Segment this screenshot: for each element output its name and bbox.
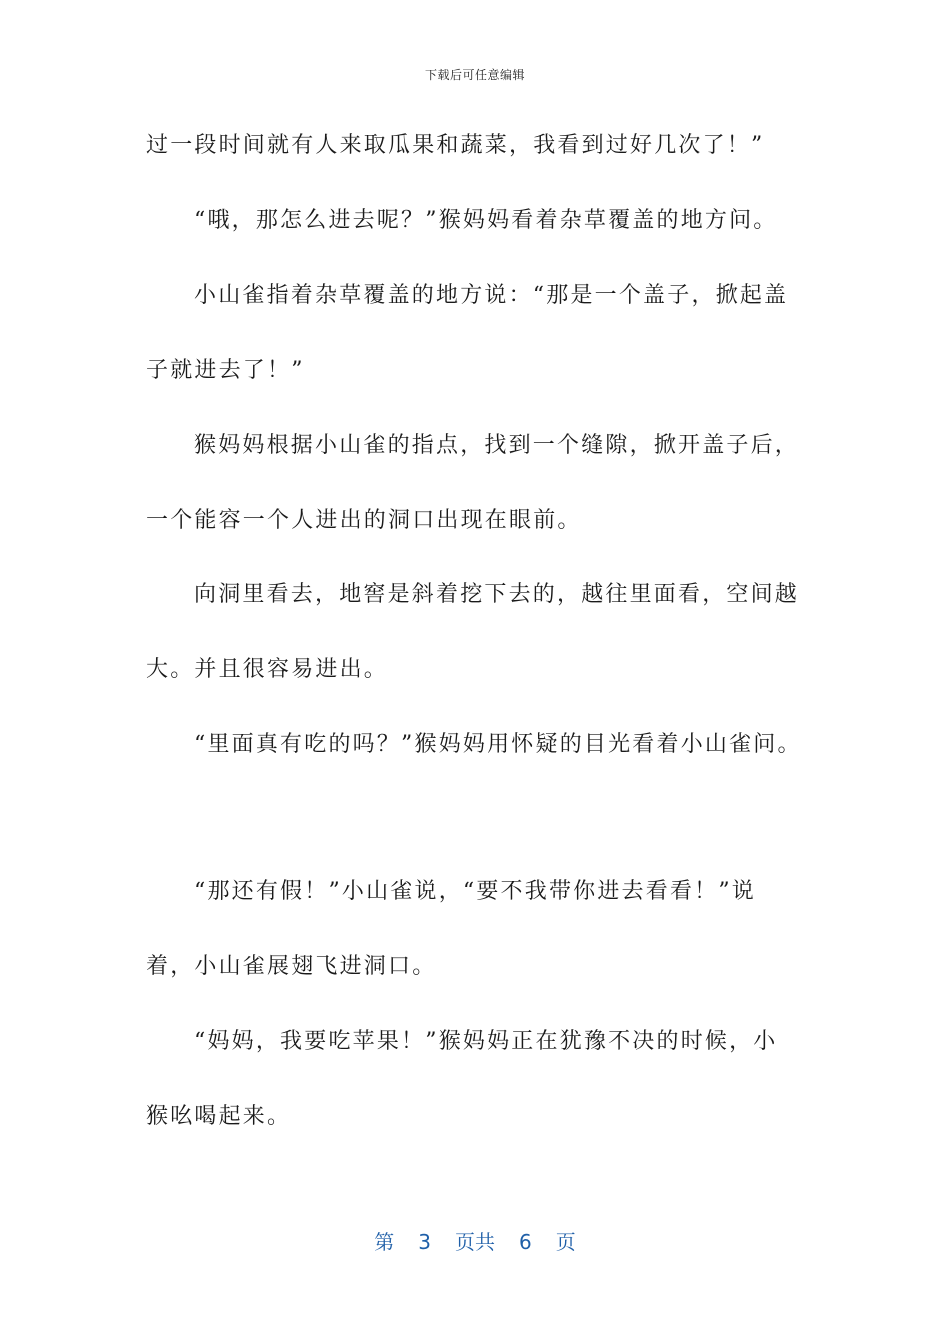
footer-page-number: 3 — [418, 1230, 431, 1254]
text-line: 一个能容一个人进出的洞口出现在眼前。 — [146, 508, 582, 533]
text-line: “里面真有吃的吗？”猴妈妈用怀疑的目光看着小山雀问。 — [194, 732, 802, 757]
text-line: 过一段时间就有人来取瓜果和蔬菜，我看到过好几次了！” — [146, 133, 765, 158]
text-line: 小山雀指着杂草覆盖的地方说：“那是一个盖子，掀起盖 — [194, 283, 789, 308]
text-line: 猴妈妈根据小山雀的指点，找到一个缝隙，掀开盖子后， — [194, 433, 800, 458]
text-line: 子就进去了！” — [146, 358, 305, 383]
footer-page-mid: 页共 — [455, 1230, 495, 1254]
text-line: “妈妈，我要吃苹果！”猴妈妈正在犹豫不决的时候，小 — [194, 1029, 778, 1054]
text-line: “那还有假！”小山雀说，“要不我带你进去看看！”说 — [194, 879, 756, 904]
text-line: 大。并且很容易进出。 — [146, 657, 389, 682]
text-line: 着，小山雀展翅飞进洞口。 — [146, 954, 437, 979]
header-note: 下载后可任意编辑 — [424, 68, 525, 82]
text-line: 向洞里看去，地窖是斜着挖下去的，越往里面看，空间越 — [194, 582, 800, 607]
footer-page-total: 6 — [519, 1230, 532, 1254]
page-footer — [0, 1226, 950, 1255]
text-line: 猴吆喝起来。 — [146, 1104, 292, 1129]
footer-page-prefix: 第 — [374, 1230, 395, 1254]
text-line: “哦，那怎么进去呢？”猴妈妈看着杂草覆盖的地方问。 — [194, 208, 778, 233]
footer-page-suffix: 页 — [555, 1230, 576, 1254]
